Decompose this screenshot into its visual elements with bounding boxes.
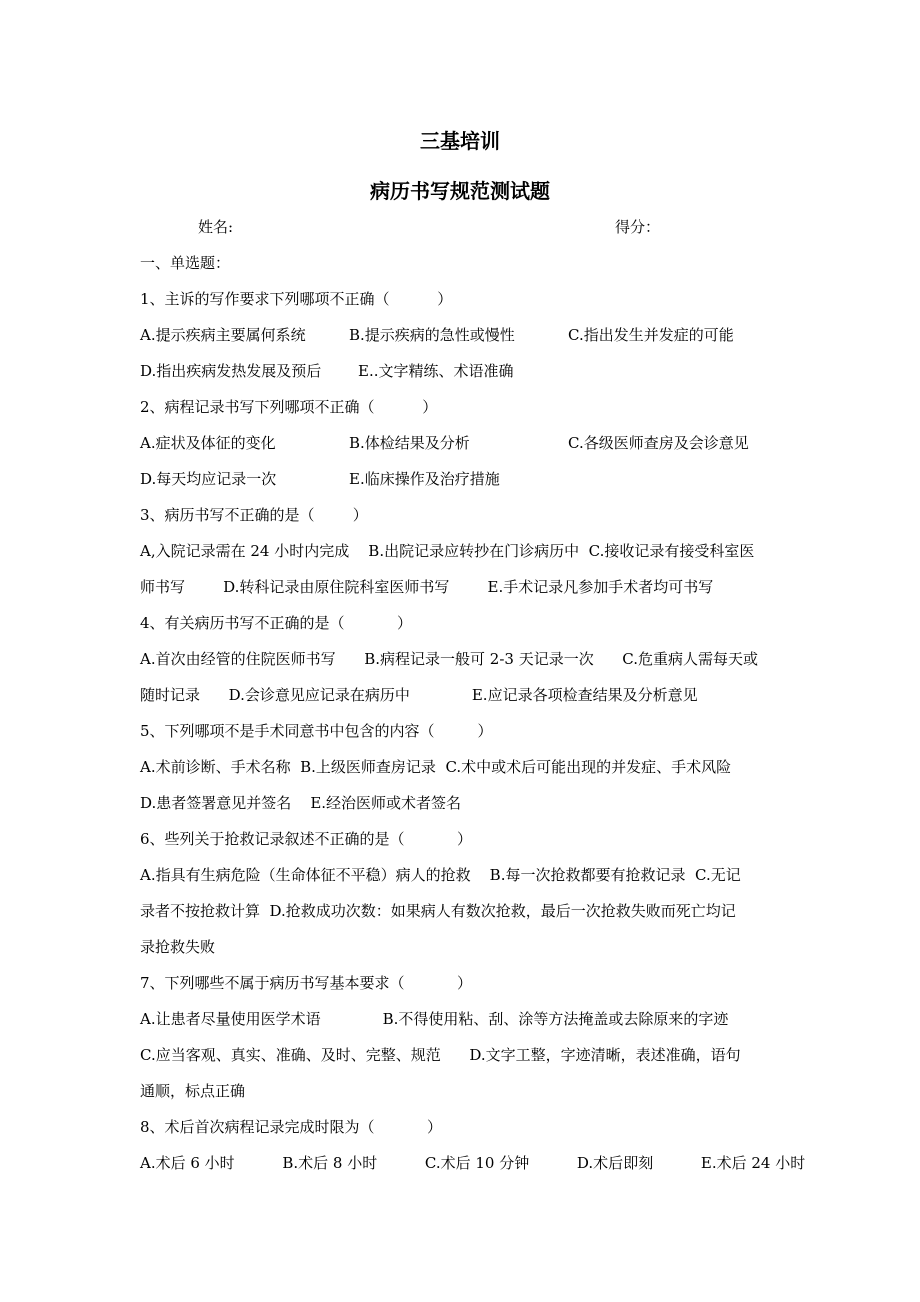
question-4: 4、有关病历书写不正确的是（ ） bbox=[140, 614, 412, 632]
q7-options-line-1: A.让患者尽量使用医学术语 B.不得使用粘、刮、涂等方法掩盖或去除原来的字迹 bbox=[140, 1010, 729, 1028]
q6-options-line-3: 录抢救失败 bbox=[140, 938, 216, 956]
question-1: 1、主诉的写作要求下列哪项不正确（ ） bbox=[140, 290, 453, 308]
q1-option-e: E..文字精练、术语准确 bbox=[358, 362, 514, 380]
q6-options-line-2: 录者不按抢救计算 D.抢救成功次数：如果病人有数次抢救，最后一次抢救失败而死亡均记 bbox=[140, 902, 736, 920]
score-label: 得分： bbox=[615, 218, 661, 236]
doc-title: 三基培训 bbox=[420, 129, 500, 153]
question-7: 7、下列哪些不属于病历书写基本要求（ ） bbox=[140, 974, 472, 992]
q2-option-d: D.每天均应记录一次 bbox=[140, 470, 277, 488]
question-8: 8、术后首次病程记录完成时限为（ ） bbox=[140, 1118, 442, 1136]
q2-option-e: E.临床操作及治疗措施 bbox=[349, 470, 500, 488]
q2-option-c: C.各级医师查房及会诊意见 bbox=[568, 434, 749, 452]
q4-options-line-1: A.首次由经管的住院医师书写 B.病程记录一般可 2-3 天记录一次 C.危重病人需每天或 bbox=[140, 650, 759, 668]
q5-options-line-2: D.患者签署意见并签名 E.经治医师或术者签名 bbox=[140, 794, 462, 812]
q3-options-line-2: 师书写 D.转科记录由原住院科室医师书写 E.手术记录凡参加手术者均可书写 bbox=[140, 578, 714, 596]
q1-option-a: A.提示疾病主要属何系统 bbox=[140, 326, 306, 344]
question-2: 2、病程记录书写下列哪项不正确（ ） bbox=[140, 398, 438, 416]
q1-option-c: C.指出发生并发症的可能 bbox=[568, 326, 734, 344]
q5-options-line-1: A.术前诊断、手术名称 B.上级医师查房记录 C.术中或术后可能出现的并发症、手术风险 bbox=[140, 758, 732, 776]
q4-options-line-2: 随时记录 D.会诊意见应记录在病历中 E.应记录各项检查结果及分析意见 bbox=[140, 686, 698, 704]
doc-subtitle: 病历书写规范测试题 bbox=[370, 179, 550, 203]
q7-options-line-2: C.应当客观、真实、准确、及时、完整、规范 D.文字工整，字迹清晰，表述准确，语句 bbox=[140, 1046, 741, 1064]
q3-options-line-1: A,入院记录需在 24 小时内完成 B.出院记录应转抄在门诊病历中 C.接收记录有接受科室医 bbox=[140, 542, 755, 560]
q6-options-line-1: A.指具有生病危险（生命体征不平稳）病人的抢救 B.每一次抢救都要有抢救记录 C.无记 bbox=[140, 866, 741, 884]
question-5: 5、下列哪项不是手术同意书中包含的内容（ ） bbox=[140, 722, 493, 740]
section-heading: 一、单选题： bbox=[140, 254, 231, 272]
question-3: 3、病历书写不正确的是（ ） bbox=[140, 506, 368, 524]
name-label: 姓名: bbox=[198, 218, 234, 236]
q2-option-a: A.症状及体征的变化 bbox=[140, 434, 276, 452]
q2-option-b: B.体检结果及分析 bbox=[349, 434, 470, 452]
q7-options-line-3: 通顺，标点正确 bbox=[140, 1082, 246, 1100]
q1-option-b: B.提示疾病的急性或慢性 bbox=[349, 326, 515, 344]
question-6: 6、些列关于抢救记录叙述不正确的是（ ） bbox=[140, 830, 472, 848]
q1-option-d: D.指出疾病发热发展及预后 bbox=[140, 362, 322, 380]
q8-options-line-1: A.术后 6 小时 B.术后 8 小时 C.术后 10 分钟 D.术后即刻 E.术后 24 小时 bbox=[140, 1154, 806, 1172]
